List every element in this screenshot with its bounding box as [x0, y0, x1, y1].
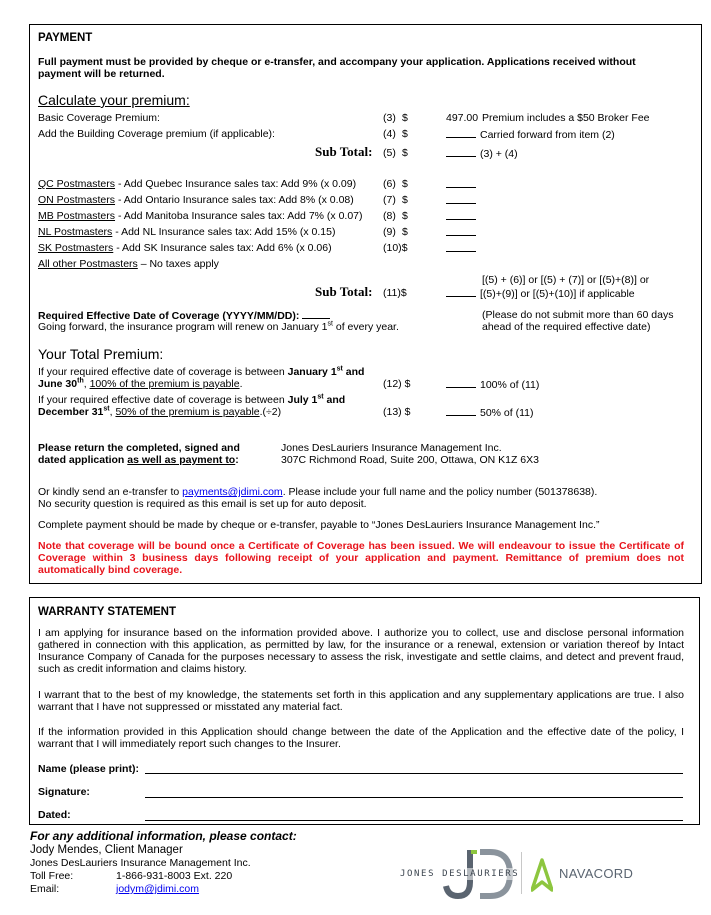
total2-num: (13): [383, 406, 402, 418]
footer-heading: For any additional information, please contact:: [30, 829, 297, 843]
basic-value: 497.00: [446, 112, 479, 124]
total2-date2: December 31: [38, 406, 104, 418]
subtotal2-label: Sub Total:: [315, 284, 373, 299]
subtotal1-num: (5): [383, 147, 396, 159]
total2-and: and: [323, 394, 346, 406]
subtotal1-input[interactable]: [446, 147, 476, 157]
tax-qc-text: - Add Quebec Insurance sales tax: Add 9% (x 0.09): [115, 178, 357, 190]
total1-cur: $: [404, 378, 411, 390]
payable-to: Complete payment should be made by cheque or e-transfer, payable to “Jones DesLauriers Insurance Management Inc.”: [38, 519, 600, 531]
effective-note1: (Please do not submit more than 60 days: [482, 309, 674, 321]
total1-and: and: [342, 366, 365, 378]
jones-deslauriers-logo: [400, 848, 525, 900]
warranty-title: WARRANTY STATEMENT: [38, 606, 176, 618]
etransfer-pre: Or kindly send an e-transfer to: [38, 486, 183, 498]
tax-nl-link: NL Postmasters: [38, 226, 113, 238]
navacord-logo: [531, 858, 634, 892]
total1-date2: June 30: [38, 378, 78, 390]
toll-label: Toll Free:: [30, 870, 74, 882]
basic-num: (3): [383, 112, 396, 124]
navacord-arrow-icon: [531, 858, 553, 892]
return-l2: dated application: [38, 454, 128, 466]
effective-date-input[interactable]: [302, 309, 330, 319]
tax-on-input[interactable]: [446, 194, 476, 204]
tax-qc-cur: $: [402, 178, 408, 190]
etransfer-l2: No security question is required as this email is set up for auto deposit.: [38, 498, 367, 510]
jd-wordmark: JONES DESLAURIERS: [400, 869, 520, 879]
effective-note2: ahead of the required effective date): [482, 321, 651, 333]
dated-field[interactable]: [145, 820, 683, 821]
total1-mid: ,: [83, 378, 90, 390]
navacord-wordmark: NAVACORD: [559, 866, 634, 881]
signature-field[interactable]: [145, 797, 683, 798]
basic-cur: $: [402, 112, 408, 124]
total2-note: 50% of (11): [480, 407, 534, 419]
total-heading: Your Total Premium:: [38, 346, 164, 362]
toll-value: 1-866-931-8003 Ext. 220: [116, 870, 233, 882]
logo-divider: [521, 852, 522, 894]
payments-email-link[interactable]: payments@jdimi.com: [182, 486, 283, 498]
tax-sk-num: (10): [383, 242, 402, 254]
contact-name: Jody Mendes, Client Manager: [30, 844, 183, 856]
tax-sk-cur: $: [401, 242, 408, 254]
basic-label: Basic Coverage Premium:: [38, 112, 160, 124]
total1-date: January 1: [287, 366, 337, 378]
total2-payable: 50% of the premium is payable: [115, 406, 260, 418]
warranty-p1: I am applying for insurance based on the information provided above. I authorize you to collect, use and disclose personal information gathered in connection with this application, as permitted by law, for the insurance or a renewal, extension or variation thereof by Intact Insurance Company of Canada for the purposes necessary to assess the risk, investigate and settle claims, and detect and prevent fraud, such as credit information and claims history.: [38, 627, 684, 675]
renew-post: of every year.: [332, 321, 399, 333]
total1-sup2: th: [77, 377, 84, 385]
total1-l1: If your required effective date of coverage is between: [38, 366, 288, 378]
total1-post: .: [239, 378, 243, 390]
tax-nl-input[interactable]: [446, 226, 476, 236]
dated-label: Dated:: [38, 809, 71, 821]
tax-on-num: (7): [383, 194, 396, 206]
tax-sk-input[interactable]: [446, 242, 476, 252]
warranty-p3: If the information provided in this Application should change between the date of the Application and the effective date of the policy, I warrant that I will immediately report such changes to the Insurer.: [38, 726, 684, 750]
building-cur: $: [402, 128, 408, 140]
total2-cur: $: [404, 406, 411, 418]
tax-mb-link: MB Postmasters: [38, 210, 116, 222]
tax-mb-input[interactable]: [446, 210, 476, 220]
total2-date: July 1: [287, 394, 318, 406]
tax-on-cur: $: [402, 194, 408, 206]
name-field[interactable]: [145, 773, 683, 774]
payment-title: PAYMENT: [38, 32, 93, 44]
subtotal2-note1: [(5) + (6)] or [(5) + (7)] or [(5)+(8)] or: [482, 274, 650, 286]
tax-sk-text: - Add SK Insurance sales tax: Add 6% (x 0.06): [113, 242, 332, 254]
total2-mid: ,: [109, 406, 116, 418]
return-l2-underlined: as well as payment to: [127, 454, 236, 466]
return-addr2: 307C Richmond Road, Suite 200, Ottawa, ON K1Z 6X3: [281, 454, 539, 466]
tax-mb-text: - Add Manitoba Insurance sales tax: Add 7% (x 0.07): [115, 210, 363, 222]
tax-mb-num: (8): [383, 210, 396, 222]
total2-l1: If your required effective date of coverage is between: [38, 394, 288, 406]
tax-nl-cur: $: [402, 226, 408, 238]
building-num: (4): [383, 128, 396, 140]
name-label: Name (please print):: [38, 763, 139, 775]
renew-text: Going forward, the insurance program will renew on January 1: [38, 321, 328, 333]
total1-sup: st: [336, 365, 343, 373]
tax-on-text: - Add Ontario Insurance sales tax: Add 8% (x 0.08): [115, 194, 354, 206]
total1-payable: 100% of the premium is payable: [89, 378, 240, 390]
tax-mb-cur: $: [402, 210, 408, 222]
return-l1: Please return the completed, signed and: [38, 442, 240, 454]
payment-intro: Full payment must be provided by cheque or e-transfer, and accompany your application. Applications received without payment will be returned.: [38, 56, 636, 80]
building-note: Carried forward from item (2): [480, 129, 615, 141]
basic-note: Premium includes a $50 Broker Fee: [482, 112, 650, 124]
tax-on-link: ON Postmasters: [38, 194, 116, 206]
subtotal2-note2: [(5)+(9)] or [(5)+(10)] if applicable: [480, 288, 635, 300]
tax-qc-link: QC Postmasters: [38, 178, 116, 190]
tax-nl-num: (9): [383, 226, 396, 238]
signature-label: Signature:: [38, 786, 90, 798]
coverage-notice: Note that coverage will be bound once a Certificate of Coverage has been issued. We will endeavour to issue the Certificate of Coverage within 3 business days following receipt of your application and payment. Remittance of premium does not automatically bind coverage.: [38, 540, 684, 576]
tax-nl-text: - Add NL Insurance sales tax: Add 15% (x 0.15): [112, 226, 336, 238]
return-addr1: Jones DesLauriers Insurance Management Inc.: [281, 442, 502, 454]
building-input[interactable]: [446, 128, 476, 138]
total1-note: 100% of (11): [480, 379, 540, 391]
tax-sk-link: SK Postmasters: [38, 242, 114, 254]
renew-sup: st: [327, 320, 333, 328]
tax-qc-input[interactable]: [446, 178, 476, 188]
subtotal2-cur: $: [400, 287, 407, 299]
total2-sup2: st: [103, 405, 110, 413]
subtotal2-input[interactable]: [446, 287, 476, 297]
email-label: Email:: [30, 883, 60, 895]
subtotal1-cur: $: [402, 147, 408, 159]
effective-date-label: Required Effective Date of Coverage (YYYY/MM/DD):: [38, 310, 300, 322]
contact-company: Jones DesLauriers Insurance Management Inc.: [30, 857, 251, 869]
total2-input[interactable]: [446, 406, 476, 416]
etransfer-post: . Please include your full name and the policy number (501378638).: [282, 486, 598, 498]
total1-num: (12): [383, 378, 402, 390]
total2-sup: st: [317, 393, 324, 401]
other-postmasters-text: – No taxes apply: [137, 258, 219, 270]
subtotal2-num: (11): [383, 287, 401, 299]
total1-input[interactable]: [446, 378, 476, 388]
tax-qc-num: (6): [383, 178, 396, 190]
total2-post: .(÷2): [259, 406, 282, 418]
subtotal1-label: Sub Total:: [315, 144, 373, 159]
return-l2-colon: :: [235, 454, 239, 466]
warranty-p2: I warrant that to the best of my knowledge, the statements set forth in this application and any supplementary applications are true. I also warrant that I have not suppressed or misstated any material fact.: [38, 689, 684, 713]
subtotal1-note: (3) + (4): [480, 148, 518, 160]
calc-heading: Calculate your premium:: [38, 92, 190, 108]
other-postmasters-link: All other Postmasters: [38, 258, 138, 270]
building-label: Add the Building Coverage premium (if applicable):: [38, 128, 275, 140]
contact-email-link[interactable]: jodym@jdimi.com: [116, 883, 200, 895]
